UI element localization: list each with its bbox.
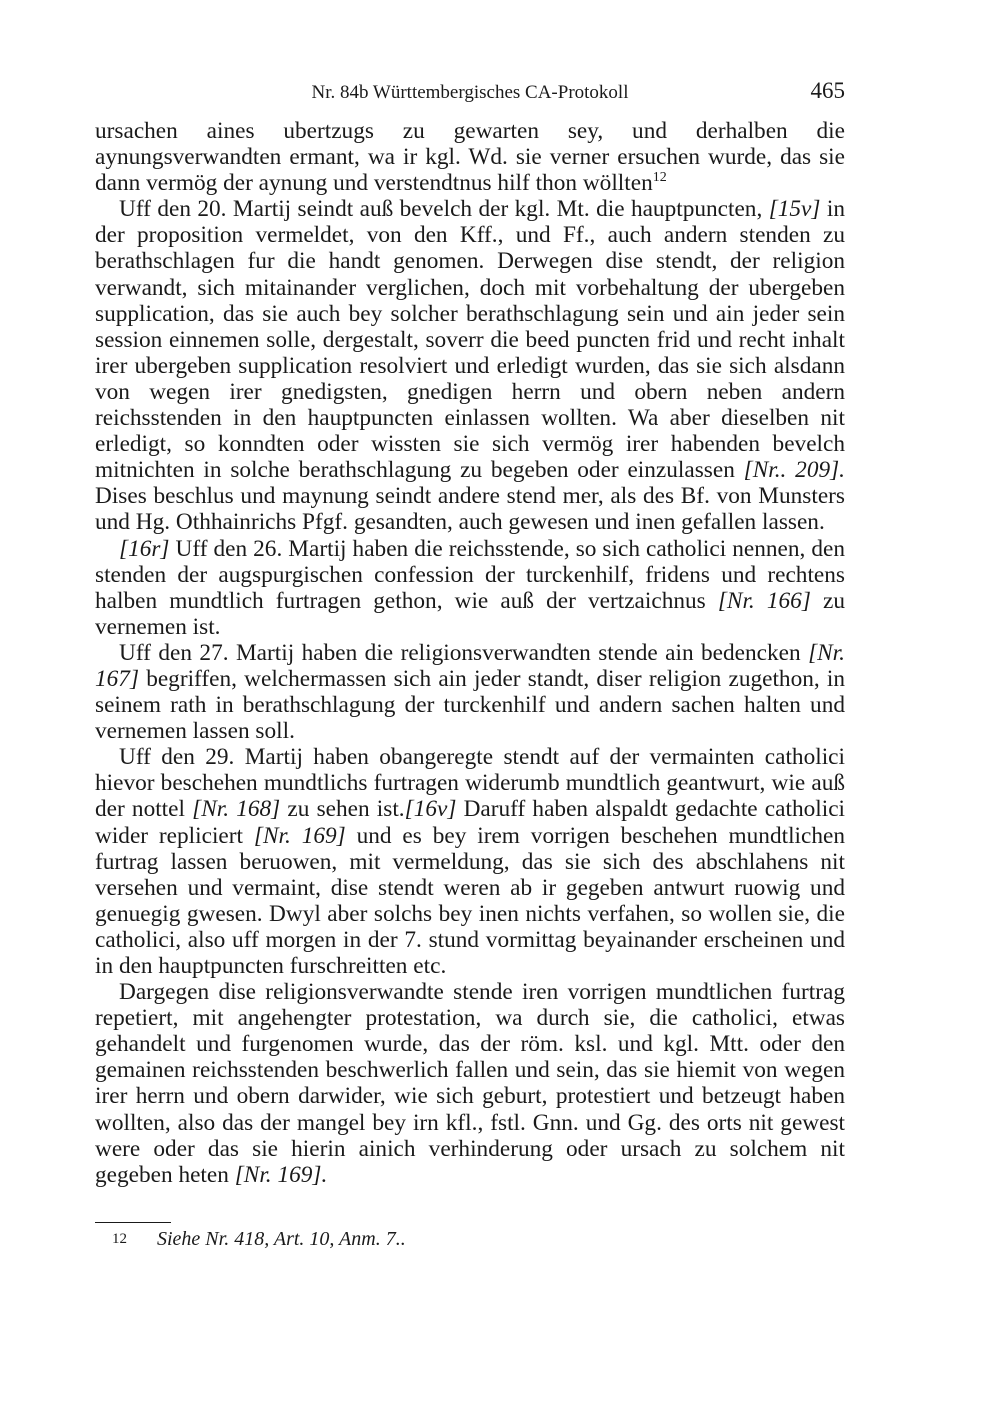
paragraph-text: Daruff haben alspaldt gedachte catholici wider repliciert <box>95 796 846 849</box>
footnote-divider <box>95 1222 171 1223</box>
document-reference: [Nr. 169] <box>253 822 346 849</box>
running-header <box>95 78 845 108</box>
paragraph-text: Uff den 26. Martij haben die reichsstende, so sich catholici nennen, den stenden der augspurgischen confession der turckenhilf, fridens und rechtens halben mundtlich furtragen gethon, wie auß der vertzaichnus <box>95 535 845 614</box>
document-reference: [Nr. 169]. <box>234 1161 328 1188</box>
paragraph-text: Uff den 20. Martij seindt auß bevelch der kgl. Mt. die hauptpuncten, <box>119 196 769 223</box>
paragraph-1 <box>95 118 845 196</box>
paragraph-text: und es bey irem vorrigen beschehen mundtlichen furtrag lassen beruowen, mit vermeldung, das sie sich des abschlahens nit versehen und vermaint, dise stendt weren ab ir gegeben antwurt ruowig und genuegig gwesen. Dwyl aber solchs bey inen nichts verfahen, so wollen sie, die catholici, also uff morgen in der 7. stund vormittag beyainander erscheinen und in den hauptpuncten furschreitten etc. <box>95 822 845 979</box>
folio-reference: [16r] <box>119 535 170 562</box>
folio-reference: [16v] <box>404 796 457 823</box>
paragraph-4 <box>95 640 845 744</box>
paragraph-2 <box>95 196 845 535</box>
paragraph-text: Dargegen dise religionsverwandte stende iren vorrigen mundtlichen furtrag repetiert, mit angehengter protestation, wa durch sie, die catholici, etwas gehandelt und furgenomen wurde, das der röm. ksl. und kgl. Mtt. oder den gemainen reichsstenden beschwerlich fallen und sein, das sie hiemit von wegen irer herrn und obern darwider, wie sich geburt, protestiert und betzeugt haben wollten, also das der mangel bey irn kfl., fstl. Gnn. und Gg. des orts nit gewest were oder das sie hierin ainich verhinderung oder ursach zu solchem nit gegeben heten <box>95 979 845 1188</box>
document-reference: [Nr. 167] <box>95 639 845 692</box>
paragraph-6 <box>95 979 845 1188</box>
paragraph-text: Uff den 29. Martij haben obangeregte stendt auf der vermainten catholici hievor beschehen mundtlichs furtragen widerumb mundtlich geantwurt, wie auß der nottel <box>95 744 845 823</box>
paragraph-text: ursachen aines ubertzugs zu gewarten sey, und derhalben die aynungsverwandten ermant, wa ir kgl. Wd. sie verner ersuchen wurde, das sie dann vermög der aynung und verstendtnus hilf thon wöllten <box>95 118 845 197</box>
running-title: Nr. 84b Württembergisches CA-Protokoll <box>311 82 629 103</box>
footnote-text: Siehe Nr. 418, Art. 10, Anm. 7.. <box>157 1228 406 1250</box>
footnote-reference: 12 <box>652 170 667 186</box>
paragraph-5 <box>95 744 845 979</box>
paragraph-text: zu vernemen ist. <box>95 587 845 640</box>
paragraph-text: Uff den 27. Martij haben die religionsverwandten stende ain bedencken <box>119 639 809 666</box>
document-reference: [Nr. 166] <box>717 587 811 614</box>
footnote-number: 12 <box>112 1231 127 1247</box>
document-reference: [Nr.. 209]. <box>743 457 846 484</box>
folio-reference: [15v] <box>768 196 821 223</box>
paragraph-3 <box>95 536 845 640</box>
document-reference: [Nr. 168] <box>192 796 281 823</box>
page-number: 465 <box>810 78 845 103</box>
paragraph-text: begriffen, welchermassen sich ain jeder standt, diser religion zugethon, in seinem rath in berathschlagung der turckenhilf und andern sachen halten und vernemen lassen soll. <box>95 665 845 745</box>
main-text <box>95 118 845 1188</box>
paragraph-text: in der proposition vermeldet, von den Kff., und Ff., auch andern stenden zu berathschlagen fur die handt genomen. Derwegen dise stendt, der religion verwandt, sich mitainander verglichen, doch mit vorbehaltung der ubergeben supplication, das sie auch bey solcher berathschlagung sein und ain jeder sein session einnemen solle, dergestalt, soverr die beed puncten frid und recht inhalt irer ubergeben supplication resolviert und erledigt wurden, das sie sich alsdann von wegen irer gnedigsten, gnedigen herrn und obern neben andern reichsstenden in den hauptpuncten einlassen wollten. Wa aber dieselben nit erledigt, so konndten oder wissten sie sich vermög irer habenden bevelch mitnichten in solche berathschlagung zu begeben oder einzulassen <box>95 196 845 484</box>
paragraph-text: Dises beschlus und maynung seindt andere stend mer, als des Bf. von Munsters und Hg. Othhainrichs Pfgf. gesandten, auch gewesen und inen gefallen lassen. <box>95 483 845 536</box>
paragraph-text: zu sehen ist. <box>280 796 405 823</box>
